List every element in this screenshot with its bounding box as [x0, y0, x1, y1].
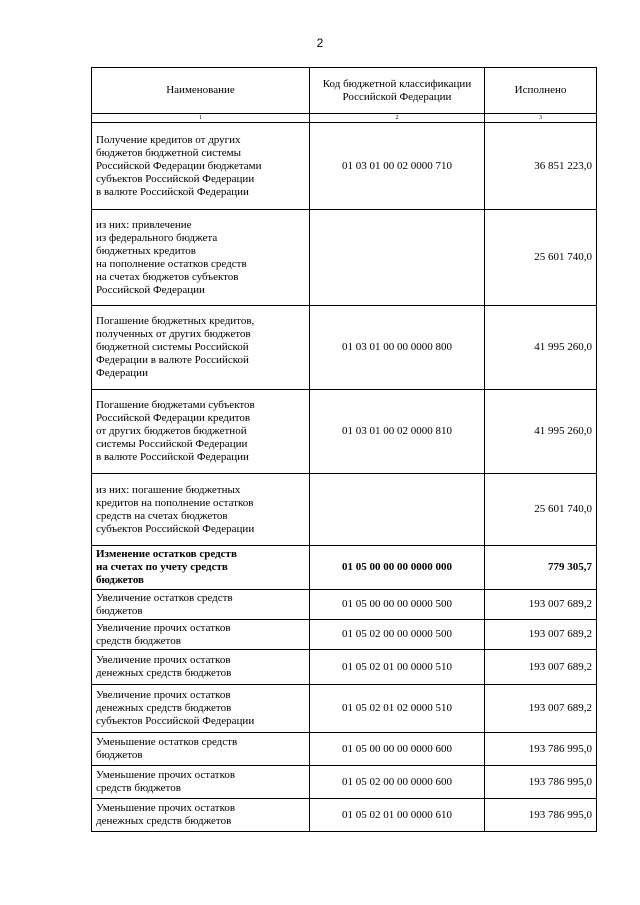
row-value: 36 851 223,0 [485, 123, 597, 210]
table-row [92, 306, 597, 390]
row-value: 25 601 740,0 [485, 210, 597, 306]
row-value: 193 786 995,0 [485, 733, 597, 766]
table-row [92, 210, 597, 306]
page-number: 2 [316, 36, 324, 50]
table-row [92, 766, 597, 799]
table-row [92, 620, 597, 650]
row-code: 01 05 00 00 00 0000 000 [310, 546, 485, 590]
row-value: 193 786 995,0 [485, 799, 597, 832]
row-name: Изменение остатков средств на счетах по учету средств бюджетов [92, 546, 310, 590]
row-name: Уменьшение прочих остатков средств бюджетов [92, 766, 310, 799]
table-row [92, 590, 597, 620]
table-row [92, 650, 597, 685]
row-value: 193 007 689,2 [485, 650, 597, 685]
row-value: 779 305,7 [485, 546, 597, 590]
row-code [310, 210, 485, 306]
row-code: 01 05 00 00 00 0000 500 [310, 590, 485, 620]
header-executed: Исполнено [485, 68, 597, 114]
row-value: 25 601 740,0 [485, 474, 597, 546]
row-name: Увеличение остатков средств бюджетов [92, 590, 310, 620]
row-code: 01 05 02 01 00 0000 510 [310, 650, 485, 685]
column-number-1: 1 [92, 114, 310, 123]
table-row [92, 474, 597, 546]
row-name: из них: привлечение из федерального бюджета бюджетных кредитов на пополнение остатков средств на счетах бюджетов субъектов Российской Федерации [92, 210, 310, 306]
column-number-3: 3 [485, 114, 597, 123]
row-name: Погашение бюджетных кредитов, полученных от других бюджетов бюджетной системы Российской Федерации в валюте Российской Федерации [92, 306, 310, 390]
table-row [92, 123, 597, 210]
table-row [92, 685, 597, 733]
row-value: 193 786 995,0 [485, 766, 597, 799]
row-name: Уменьшение прочих остатков денежных средств бюджетов [92, 799, 310, 832]
row-name: Уменьшение остатков средств бюджетов [92, 733, 310, 766]
row-value: 193 007 689,2 [485, 620, 597, 650]
table-row [92, 546, 597, 590]
row-name: Увеличение прочих остатков денежных средств бюджетов [92, 650, 310, 685]
row-name: из них: погашение бюджетных кредитов на пополнение остатков средств на счетах бюджетов субъектов Российской Федерации [92, 474, 310, 546]
row-code: 01 05 02 00 00 0000 500 [310, 620, 485, 650]
row-code [310, 474, 485, 546]
column-number-2: 2 [310, 114, 485, 123]
row-name: Увеличение прочих остатков средств бюджетов [92, 620, 310, 650]
table-row [92, 733, 597, 766]
row-value: 193 007 689,2 [485, 685, 597, 733]
row-value: 41 995 260,0 [485, 306, 597, 390]
row-code: 01 03 01 00 02 0000 710 [310, 123, 485, 210]
row-value: 41 995 260,0 [485, 390, 597, 474]
row-name: Получение кредитов от других бюджетов бюджетной системы Российской Федерации бюджетами субъектов Российской Федерации в валюте Российской Федерации [92, 123, 310, 210]
row-code: 01 05 02 01 02 0000 510 [310, 685, 485, 733]
row-code: 01 03 01 00 02 0000 810 [310, 390, 485, 474]
row-value: 193 007 689,2 [485, 590, 597, 620]
row-code: 01 05 02 01 00 0000 610 [310, 799, 485, 832]
table-row [92, 390, 597, 474]
row-code: 01 03 01 00 00 0000 800 [310, 306, 485, 390]
header-name: Наименование [92, 68, 310, 114]
row-code: 01 05 00 00 00 0000 600 [310, 733, 485, 766]
table-row [92, 799, 597, 832]
budget-table [91, 67, 597, 832]
header-code: Код бюджетной классификации Российской Федерации [310, 68, 485, 114]
row-code: 01 05 02 00 00 0000 600 [310, 766, 485, 799]
row-name: Погашение бюджетами субъектов Российской Федерации кредитов от других бюджетов бюджетной системы Российской Федерации в валюте Российской Федерации [92, 390, 310, 474]
row-name: Увеличение прочих остатков денежных средств бюджетов субъектов Российской Федерации [92, 685, 310, 733]
